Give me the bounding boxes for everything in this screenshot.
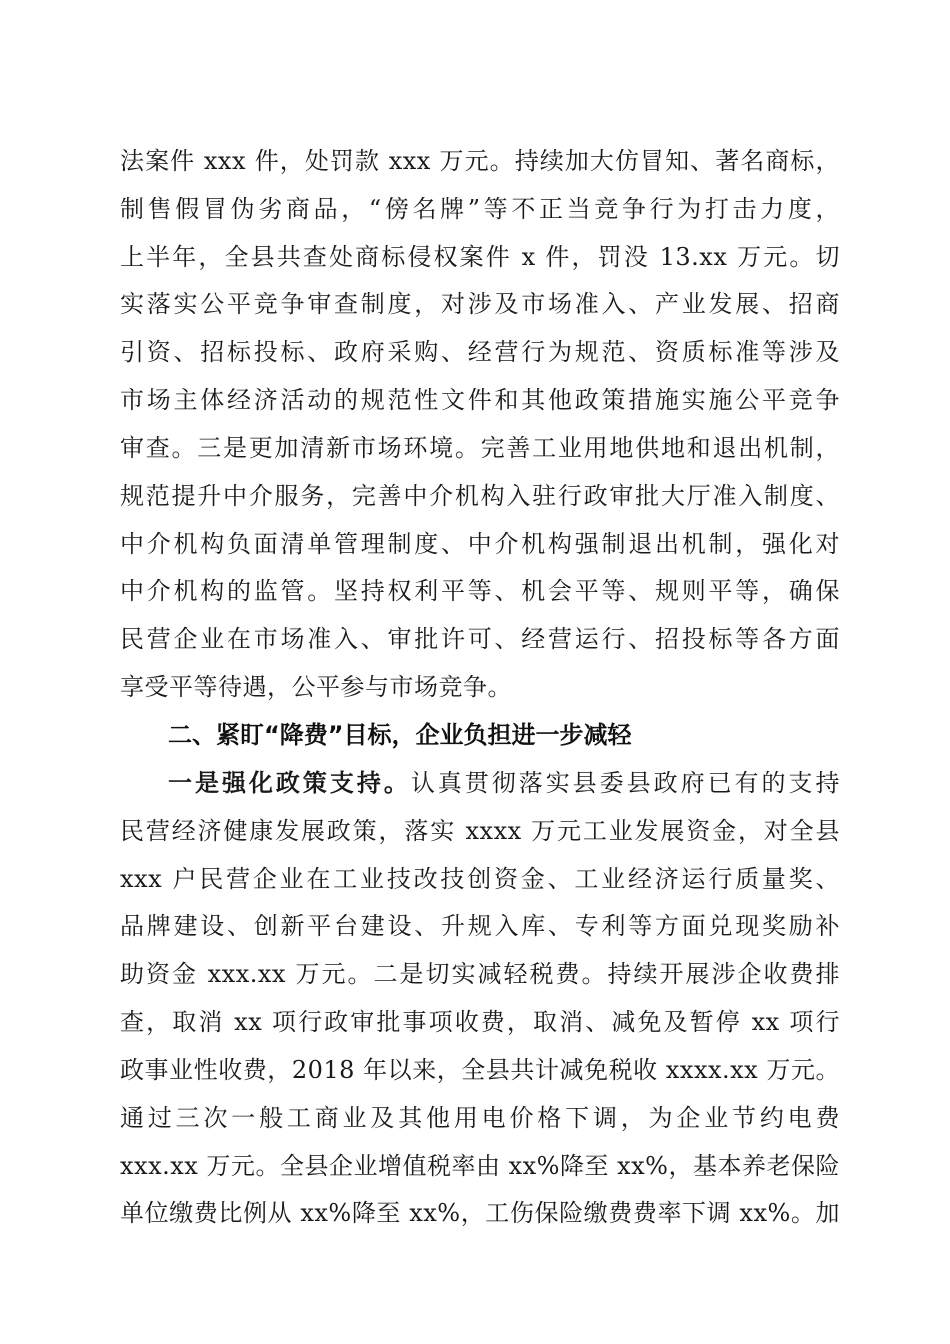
body-text-line: 政事业性收费，2018 年以来，全县共计减免税收 xxxx.xx 万元。 [120, 1056, 840, 1084]
body-text-line: 审查。三是更加清新市场环境。完善工业用地供地和退出机制， [120, 434, 840, 462]
lead-phrase: 一是强化政策支持。 [168, 769, 411, 797]
body-text-line: 单位缴费比例从 xx%降至 xx%，工伤保险缴费费率下调 xx%。加 [120, 1199, 840, 1227]
body-text-line: 民营企业在市场准入、审批许可、经营运行、招投标等各方面 [120, 625, 840, 653]
body-text-line: 中介机构负面清单管理制度、中介机构强制退出机制，强化对 [120, 530, 840, 558]
body-text-line: 品牌建设、创新平台建设、升规入库、专利等方面兑现奖励补 [120, 912, 840, 940]
body-text-line: 中介机构的监管。坚持权利平等、机会平等、规则平等，确保 [120, 577, 840, 605]
body-text-line [168, 766, 840, 800]
body-text-line: 实落实公平竞争审查制度，对涉及市场准入、产业发展、招商 [120, 290, 840, 318]
body-text-line: 通过三次一般工商业及其他用电价格下调，为企业节约电费 [120, 1104, 840, 1132]
body-text-line: 查，取消 xx 项行政审批事项收费，取消、减免及暂停 xx 项行 [120, 1008, 840, 1036]
body-text-line: 上半年，全县共查处商标侵权案件 x 件，罚没 13.xx 万元。切 [120, 243, 840, 271]
body-text-line: 民营经济健康发展政策，落实 xxxx 万元工业发展资金，对全县 [120, 817, 840, 845]
body-text-line: xxx.xx 万元。全县企业增值税率由 xx%降至 xx%，基本养老保险 [120, 1152, 840, 1180]
body-text-line: xxx 户民营企业在工业技改技创资金、工业经济运行质量奖、 [120, 865, 840, 893]
lead-line-rest: 认真贯彻落实县委县政府已有的支持 [410, 769, 840, 797]
body-text-line: 引资、招标投标、政府采购、经营行为规范、资质标准等涉及 [120, 338, 840, 366]
body-text-line: 规范提升中介服务，完善中介机构入驻行政审批大厅准入制度、 [120, 482, 840, 510]
section-heading: 二、紧盯“降费”目标，企业负担进一步减轻 [168, 721, 632, 749]
body-text-line: 法案件 xxx 件，处罚款 xxx 万元。持续加大仿冒知、著名商标， [120, 147, 840, 175]
body-text-line: 助资金 xxx.xx 万元。二是切实减轻税费。持续开展涉企收费排 [120, 960, 840, 988]
body-text-line: 享受平等待遇，公平参与市场竞争。 [120, 673, 512, 701]
body-text-line: 制售假冒伪劣商品，“傍名牌”等不正当竞争行为打击力度， [120, 195, 840, 223]
body-text-line: 市场主体经济活动的规范性文件和其他政策措施实施公平竞争 [120, 386, 840, 414]
